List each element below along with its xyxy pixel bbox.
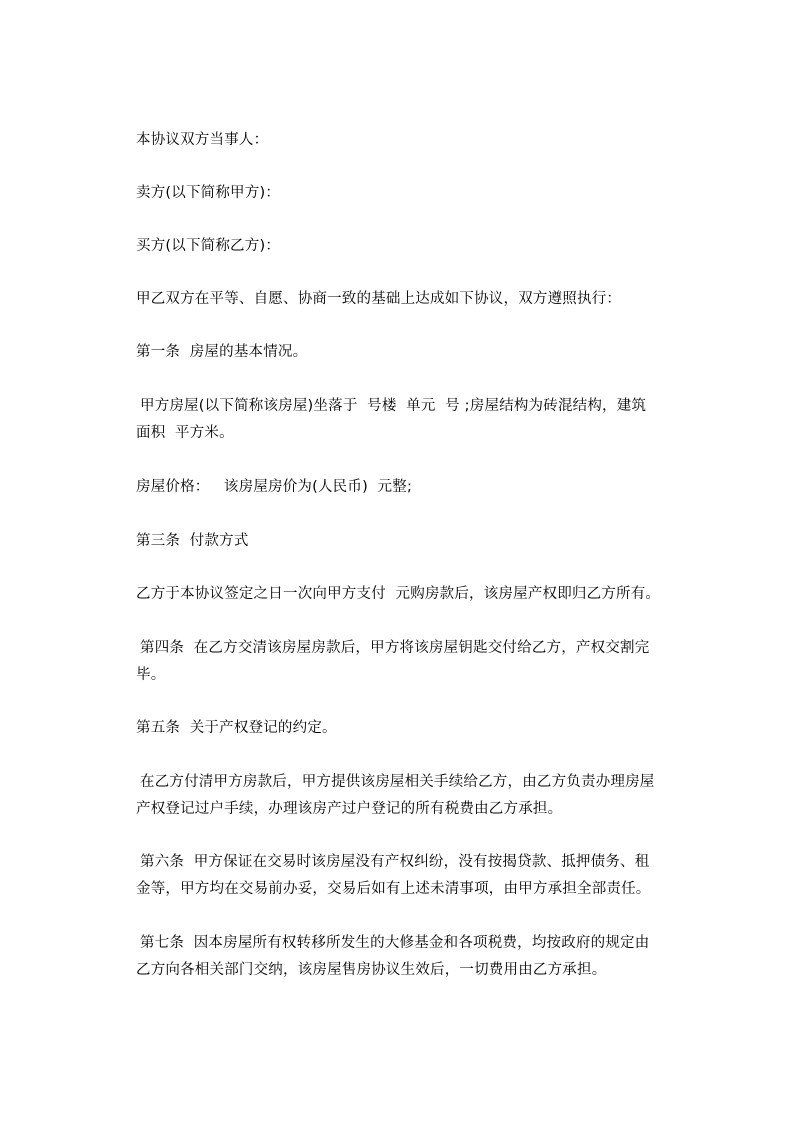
agreement-intro: 甲乙双方在平等、自愿、协商一致的基础上达成如下协议，双方遵照执行： bbox=[136, 291, 622, 307]
article-4-line2: 毕。 bbox=[136, 667, 166, 683]
article-5-line2: 产权登记过户手续，办理该房产过户登记的所有税费由乙方承担。 bbox=[136, 801, 563, 817]
parties-heading: 本协议双方当事人： bbox=[136, 132, 269, 148]
article-7-line1: 第七条 因本房屋所有权转移所发生的大修基金和各项税费，均按政府的规定由 bbox=[140, 935, 650, 951]
article-6-line1: 第六条 甲方保证在交易时该房屋没有产权纠纷，没有按揭贷款、抵押债务、租 bbox=[140, 854, 650, 870]
buyer-line: 买方(以下简称乙方)： bbox=[136, 238, 281, 254]
article-6-line2: 金等，甲方均在交易前办妥，交易后如有上述未清事项，由甲方承担全部责任。 bbox=[136, 881, 651, 897]
seller-line: 卖方(以下简称甲方)： bbox=[136, 185, 281, 201]
article-1-text-line1: 甲方房屋(以下简称该房屋)坐落于 号楼 单元 号 ;房屋结构为砖混结构，建筑 bbox=[140, 398, 647, 414]
article-1-text-line2: 面积 平方米。 bbox=[136, 425, 234, 441]
article-4-line1: 第四条 在乙方交清该房屋房款后，甲方将该房屋钥匙交付给乙方，产权交割完 bbox=[140, 640, 650, 656]
article-5-title: 第五条 关于产权登记的约定。 bbox=[136, 720, 337, 736]
price-line: 房屋价格： 该房屋房价为(人民币) 元整; bbox=[136, 479, 413, 495]
article-1-title: 第一条 房屋的基本情况。 bbox=[136, 344, 308, 360]
article-3-title: 第三条 付款方式 bbox=[136, 533, 249, 549]
article-7-line2: 乙方向各相关部门交纳，该房屋售房协议生效后，一切费用由乙方承担。 bbox=[136, 962, 607, 978]
article-5-line1: 在乙方付清甲方房款后，甲方提供该房屋相关手续给乙方，由乙方负责办理房屋 bbox=[140, 774, 655, 790]
article-3-text: 乙方于本协议签定之日一次向甲方支付 元购房款后，该房屋产权即归乙方所有。 bbox=[136, 586, 661, 602]
